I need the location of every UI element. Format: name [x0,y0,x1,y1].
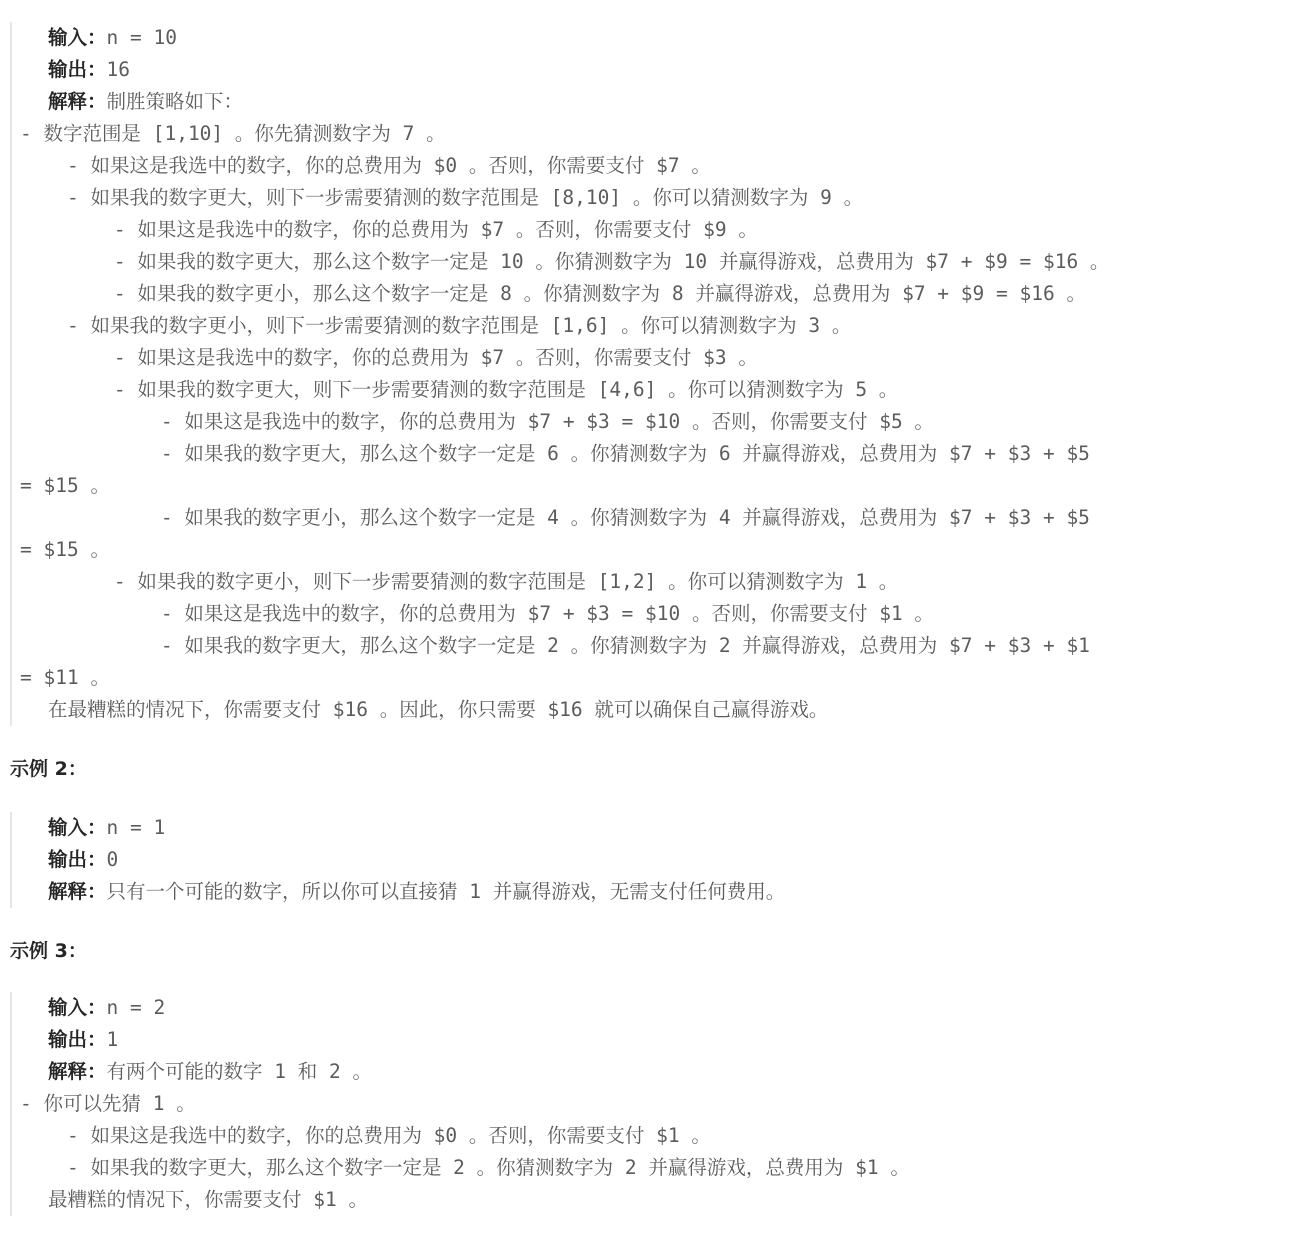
output-line [48,1024,1308,1056]
example3-block [10,992,1308,1216]
explain-label: 解释： [48,1060,107,1083]
input-label: 输入： [48,816,107,839]
explain-label: 解释： [48,90,107,113]
strategy-line: - 如果我的数字更小，则下一步需要猜测的数字范围是 [1,2] 。你可以猜测数字为 1 。 [20,570,899,593]
explain-value: 有两个可能的数字 1 和 2 。 [106,1060,372,1083]
output-value: 0 [106,848,119,871]
input-line [48,992,1308,1024]
strategy-line: - 如果我的数字更大，那么这个数字一定是 2 。你猜测数字为 2 并赢得游戏，总费用为 $7 + $3 + $1 [20,634,1090,657]
strategy-line: - 如果我的数字更大，则下一步需要猜测的数字范围是 [8,10] 。你可以猜测数字为 9 。 [20,186,864,209]
strategy-line: - 如果这是我选中的数字，你的总费用为 $7 + $3 = $10 。否则，你需要支付 $5 。 [20,410,934,433]
explain-line [48,86,1308,118]
example2-heading: 示例 2： [10,758,87,780]
output-label: 输出： [48,1028,107,1051]
strategy-line: = $15 。 [20,474,110,497]
explain-value: 制胜策略如下： [106,90,244,113]
input-line [48,22,1308,54]
input-line [48,812,1308,844]
strategy-line: - 如果我的数字更大，则下一步需要猜测的数字范围是 [4,6] 。你可以猜测数字为 5 。 [20,378,899,401]
strategy-line: - 如果我的数字更小，那么这个数字一定是 8 。你猜测数字为 8 并赢得游戏，总费用为 $7 + $9 = $16 。 [20,282,1086,305]
summary-line: 在最糟糕的情况下，你需要支付 $16 。因此，你只需要 $16 就可以确保自己赢得游戏。 [48,698,829,721]
input-value: n = 2 [106,996,166,1019]
strategy-line: - 如果这是我选中的数字，你的总费用为 $0 。否则，你需要支付 $7 。 [20,154,711,177]
output-value: 1 [106,1028,119,1051]
strategy-line: - 你可以先猜 1 。 [20,1092,196,1115]
input-label: 输入： [48,26,107,49]
strategy-line: - 如果我的数字更小，那么这个数字一定是 4 。你猜测数字为 4 并赢得游戏，总费用为 $7 + $3 + $5 [20,506,1090,529]
example1-block [10,22,1308,726]
strategy-line: - 如果这是我选中的数字，你的总费用为 $7 。否则，你需要支付 $9 。 [20,218,758,241]
strategy-line: - 如果我的数字更大，那么这个数字一定是 2 。你猜测数字为 2 并赢得游戏，总费用为 $1 。 [20,1156,910,1179]
strategy-line: - 数字范围是 [1,10] 。你先猜测数字为 7 。 [20,122,446,145]
input-value: n = 1 [106,816,166,839]
output-label: 输出： [48,848,107,871]
explain-line [48,1056,1308,1088]
explain-line [48,876,1308,908]
strategy-line: - 如果这是我选中的数字，你的总费用为 $7 + $3 = $10 。否则，你需要支付 $1 。 [20,602,934,625]
output-line [48,54,1308,86]
strategy-line: - 如果我的数字更小，则下一步需要猜测的数字范围是 [1,6] 。你可以猜测数字为 3 。 [20,314,852,337]
output-line [48,844,1308,876]
strategy-line: = $11 。 [20,666,110,689]
output-label: 输出： [48,58,107,81]
strategy-line: - 如果这是我选中的数字，你的总费用为 $0 。否则，你需要支付 $1 。 [20,1124,711,1147]
strategy-line: - 如果我的数字更大，那么这个数字一定是 6 。你猜测数字为 6 并赢得游戏，总费用为 $7 + $3 + $5 [20,442,1090,465]
strategy-line: - 如果这是我选中的数字，你的总费用为 $7 。否则，你需要支付 $3 。 [20,346,758,369]
example2-block [10,812,1308,908]
input-value: n = 10 [106,26,177,49]
explain-label: 解释： [48,880,107,903]
input-label: 输入： [48,996,107,1019]
strategy-line: - 如果我的数字更大，那么这个数字一定是 10 。你猜测数字为 10 并赢得游戏，总费用为 $7 + $9 = $16 。 [20,250,1110,273]
example3-heading: 示例 3： [10,940,87,962]
output-value: 16 [106,58,130,81]
strategy-line: = $15 。 [20,538,110,561]
explain-value: 只有一个可能的数字，所以你可以直接猜 1 并赢得游戏，无需支付任何费用。 [106,880,786,903]
summary-line: 最糟糕的情况下，你需要支付 $1 。 [48,1188,368,1211]
